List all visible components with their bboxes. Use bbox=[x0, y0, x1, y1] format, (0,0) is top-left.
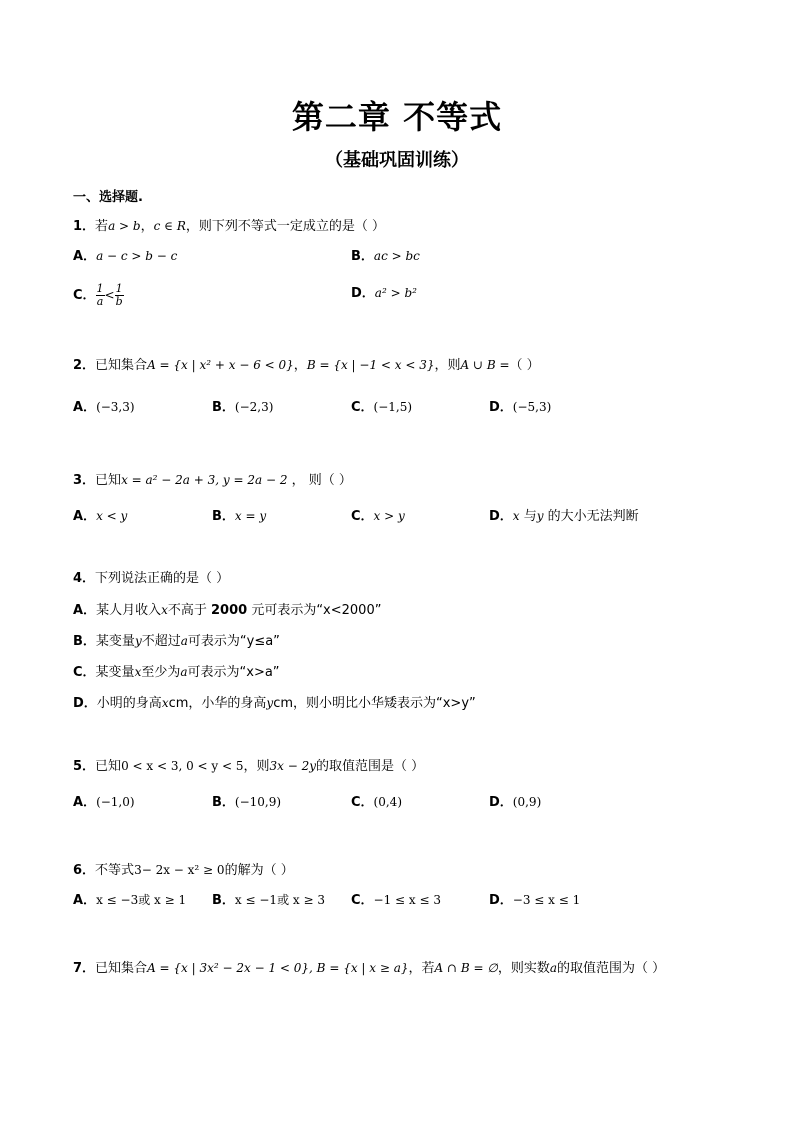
question-2-option-a: A．(−3,3) bbox=[73, 400, 135, 415]
question-1-option-d: D．a² > b² bbox=[351, 286, 417, 301]
question-3-stem: 3．已知x = a² − 2a + 3, y = 2a − 2 ， 则（ ） bbox=[73, 473, 352, 488]
question-6-option-a: A．x ≤ −3或 x ≥ 1 bbox=[73, 893, 187, 908]
question-1-option-a: A．a − c > b − c bbox=[73, 249, 178, 264]
question-1-option-b: B．ac > bc bbox=[351, 249, 420, 264]
section-heading: 一、选择题. bbox=[73, 190, 143, 205]
question-4-option-c: C．某变量x至少为a可表示为“x>a” bbox=[73, 665, 280, 680]
question-3-option-b: B．x = y bbox=[212, 509, 267, 524]
question-5-option-c: C．(0,4) bbox=[351, 795, 402, 810]
question-3-option-a: A．x < y bbox=[73, 509, 128, 524]
fraction: $\frac{1}{b}$ bbox=[115, 282, 123, 308]
page-subtitle: （基础巩固训练） bbox=[325, 150, 469, 171]
question-3-option-c: C．x > y bbox=[351, 509, 405, 524]
question-1-option-c: C． $\frac{1}{a}$ < $\frac{1}{b}$ bbox=[73, 282, 123, 308]
question-4-option-b: B．某变量y不超过a可表示为“y≤a” bbox=[73, 634, 280, 649]
question-5-option-a: A．(−1,0) bbox=[73, 795, 135, 810]
question-6-option-b: B．x ≤ −1或 x ≥ 3 bbox=[212, 893, 325, 908]
question-4-option-a: A．某人月收入x不高于 2000 元可表示为“x<2000” bbox=[73, 603, 382, 618]
question-1-stem: 1．若a > b，c ∈ R，则下列不等式一定成立的是（ ） bbox=[73, 219, 386, 234]
question-2-stem: 2．已知集合A = {x | x² + x − 6 < 0}，B = {x | −1 < x < 3}，则A ∪ B =（ ） bbox=[73, 358, 540, 373]
question-number: 1． bbox=[73, 219, 96, 234]
question-6-option-c: C．−1 ≤ x ≤ 3 bbox=[351, 893, 442, 908]
question-2-option-d: D．(−5,3) bbox=[489, 400, 552, 415]
question-4-option-d: D．小明的身高xcm，小华的身高ycm，则小明比小华矮表示为“x>y” bbox=[73, 696, 476, 711]
page-title: 第二章 不等式 bbox=[291, 98, 503, 136]
question-2-option-c: C．(−1,5) bbox=[351, 400, 413, 415]
question-6-option-d: D．−3 ≤ x ≤ 1 bbox=[489, 893, 581, 908]
fraction: $\frac{1}{a}$ bbox=[96, 282, 104, 308]
question-6-stem: 6．不等式3− 2x − x² ≥ 0的解为（ ） bbox=[73, 863, 294, 878]
question-3-option-d: D．x 与y 的大小无法判断 bbox=[489, 509, 639, 524]
question-5-stem: 5．已知0 < x < 3, 0 < y < 5，则3x − 2y的取值范围是（ ） bbox=[73, 759, 425, 774]
question-7-stem: 7．已知集合A = {x | 3x² − 2x − 1 < 0}, B = {x | x ≥ a}，若A ∩ B = ∅，则实数a的取值范围为（ ） bbox=[73, 961, 666, 976]
question-4-stem: 4．下列说法正确的是（ ） bbox=[73, 571, 230, 586]
question-5-option-b: B．(−10,9) bbox=[212, 795, 282, 810]
question-2-option-b: B．(−2,3) bbox=[212, 400, 274, 415]
question-5-option-d: D．(0,9) bbox=[489, 795, 542, 810]
